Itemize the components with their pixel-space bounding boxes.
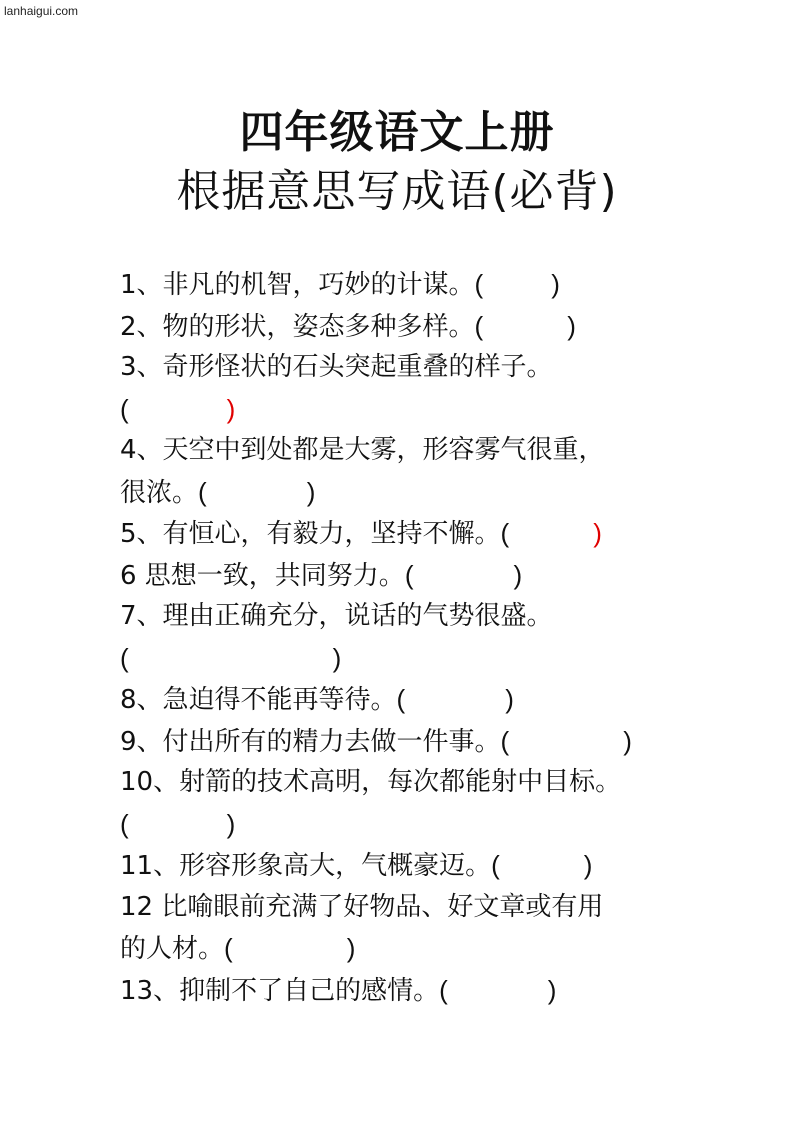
- question-line: [120, 845, 760, 887]
- answer-close-paren: ): [593, 518, 602, 548]
- answer-close-paren: ): [567, 310, 576, 341]
- question-line: [120, 638, 760, 680]
- question-line: [120, 264, 760, 306]
- answer-open-paren: (: [198, 476, 207, 507]
- question-line: [120, 721, 760, 763]
- answer-close-paren: ): [547, 974, 557, 1005]
- answer-close-paren: ): [306, 476, 316, 507]
- answer-open-paren: (: [224, 933, 233, 963]
- answer-close-paren: ): [583, 850, 593, 880]
- question-text: 9、付出所有的精力去做一件事。: [120, 726, 501, 757]
- question-text: 4、天空中到处都是大雾，形容雾气很重，: [120, 435, 605, 465]
- question-text: 6 思想一致，共同努力。: [120, 560, 405, 591]
- question-line: [120, 887, 760, 929]
- question-line: [120, 555, 760, 597]
- question-text: 1、非凡的机智，巧妙的计谋。: [120, 270, 475, 300]
- question-line: [120, 513, 760, 555]
- page-title: 四年级语文上册: [239, 107, 555, 158]
- question-text: 8、急迫得不能再等待。: [120, 685, 397, 715]
- question-list: [120, 264, 760, 1011]
- answer-open-paren: (: [120, 642, 129, 673]
- answer-close-paren: ): [346, 933, 356, 963]
- answer-open-paren: (: [500, 518, 510, 548]
- answer-open-paren: (: [491, 850, 500, 880]
- answer-open-paren: (: [439, 974, 448, 1005]
- answer-close-paren: ): [623, 725, 632, 756]
- question-line: [120, 306, 760, 348]
- question-text: 13、抑制不了自己的感情。: [120, 975, 440, 1006]
- question-text: 5、有恒心，有毅力，坚持不懈。: [120, 519, 501, 549]
- question-text: 10、射箭的技术高明，每次都能射中目标。: [120, 767, 622, 797]
- answer-open-paren: (: [474, 310, 484, 341]
- answer-open-paren: (: [120, 808, 129, 839]
- question-line: [120, 762, 760, 804]
- question-text: 2、物的形状，姿态多种多样。: [120, 311, 475, 342]
- question-text: 很浓。: [120, 477, 199, 508]
- question-line: [120, 596, 760, 638]
- watermark: lanhaigui.com: [4, 4, 79, 18]
- answer-close-paren: ): [226, 808, 236, 839]
- answer-open-paren: (: [404, 559, 414, 590]
- answer-open-paren: (: [396, 684, 406, 714]
- question-line: [120, 679, 760, 721]
- answer-close-paren: ): [551, 269, 560, 299]
- answer-close-paren: ): [513, 559, 523, 590]
- answer-open-paren: (: [474, 269, 484, 299]
- question-text: 11、形容形象高大，气概豪迈。: [120, 851, 492, 881]
- answer-open-paren: (: [120, 393, 129, 424]
- question-line: [120, 472, 760, 514]
- page-subtitle: 根据意思写成语(必背): [176, 166, 618, 217]
- question-line: [120, 347, 760, 389]
- question-text: 7、理由正确充分，说话的气势很盛。: [120, 601, 553, 631]
- question-line: [120, 804, 760, 846]
- question-text: 12 比喻眼前充满了好物品、好文章或有用: [120, 891, 604, 922]
- question-line: [120, 389, 760, 431]
- question-line: [120, 430, 760, 472]
- question-text: 3、奇形怪状的石头突起重叠的样子。: [120, 352, 553, 382]
- answer-open-paren: (: [500, 725, 510, 756]
- question-line: [120, 970, 760, 1012]
- answer-close-paren: ): [226, 393, 236, 424]
- question-line: [120, 928, 760, 970]
- title-block: [0, 104, 794, 222]
- question-text: 的人材。: [120, 934, 225, 964]
- answer-close-paren: ): [505, 684, 514, 714]
- answer-close-paren: ): [332, 642, 342, 673]
